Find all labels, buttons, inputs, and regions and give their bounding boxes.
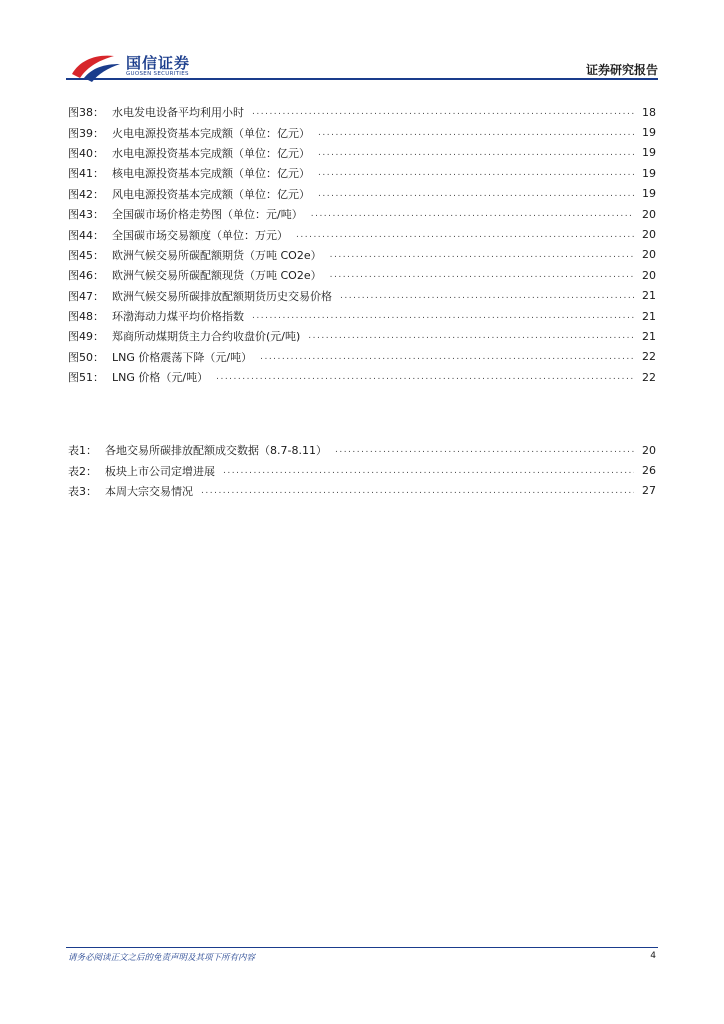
toc-entry-number: 图43： (68, 208, 104, 222)
toc-entry-page: 21 (642, 329, 656, 343)
toc-figure-entry[interactable] (68, 204, 656, 224)
toc-figure-entry[interactable] (68, 306, 656, 326)
toc-figure-entry[interactable] (68, 122, 656, 142)
toc-entry-title: 板块上市公司定增进展 (105, 464, 215, 478)
toc-entry-title: 全国碳市场交易额度（单位：万元） (112, 228, 288, 242)
toc-entry-page: 18 (642, 105, 656, 119)
toc-leader-dots (330, 250, 634, 260)
toc-entry-page: 27 (642, 484, 656, 498)
toc-entry-title: 水电电源投资基本完成额（单位：亿元） (112, 146, 310, 160)
toc-entry-title: 环渤海动力煤平均价格指数 (112, 310, 244, 324)
toc-figure-entry[interactable] (68, 224, 656, 244)
toc-entry-page: 22 (642, 350, 656, 364)
toc-leader-dots (216, 372, 634, 382)
toc-entry-title: 风电电源投资基本完成额（单位：亿元） (112, 187, 310, 201)
toc-entry-page: 19 (642, 126, 656, 140)
toc-figure-entry[interactable] (68, 347, 656, 367)
toc-leader-dots (318, 168, 634, 178)
toc-entry-page: 21 (642, 289, 656, 303)
toc-entry-title: 欧洲气候交易所碳配额现货（万吨 CO2e） (112, 269, 322, 283)
toc-entry-title: 欧洲气候交易所碳排放配额期货历史交易价格 (112, 289, 332, 303)
toc-entry-page: 22 (642, 370, 656, 384)
logo-text-cn: 国信证券 (126, 54, 191, 72)
toc-leader-dots (201, 486, 634, 496)
toc-entry-title: LNG 价格震荡下降（元/吨） (112, 350, 253, 364)
toc-figure-entry[interactable] (68, 184, 656, 204)
toc-entry-title: 核电电源投资基本完成额（单位：亿元） (112, 167, 310, 181)
toc-entry-page: 19 (642, 166, 656, 180)
toc-leader-dots (311, 209, 634, 219)
toc-entry-number: 图38： (68, 106, 104, 120)
toc-entry-page: 19 (642, 146, 656, 160)
toc-leader-dots (296, 230, 634, 240)
toc-figure-entry[interactable] (68, 326, 656, 346)
toc-figure-entry[interactable] (68, 245, 656, 265)
toc-table-entry[interactable] (68, 481, 656, 501)
toc-entry-page: 26 (642, 464, 656, 478)
toc-figure-entry[interactable] (68, 367, 656, 387)
toc-entry-page: 20 (642, 443, 656, 457)
toc-entry-number: 图39： (68, 126, 104, 140)
toc-leader-dots (318, 128, 634, 138)
toc-entry-page: 20 (642, 248, 656, 262)
table-list (68, 440, 656, 501)
toc-leader-dots (340, 291, 634, 301)
toc-entry-number: 表1： (68, 444, 97, 458)
toc-entry-title: 全国碳市场价格走势图（单位：元/吨） (112, 208, 303, 222)
toc-entry-number: 图50： (68, 350, 104, 364)
page-number: 4 (650, 951, 656, 961)
toc-entry-page: 19 (642, 187, 656, 201)
logo-text-en: GUOSEN SECURITIES (126, 71, 189, 77)
toc-table-entry[interactable] (68, 440, 656, 460)
toc-entry-title: 欧洲气候交易所碳配额期货（万吨 CO2e） (112, 248, 322, 262)
toc-leader-dots (318, 148, 634, 158)
toc-leader-dots (260, 352, 634, 362)
toc-leader-dots (223, 466, 634, 476)
toc-figure-entry[interactable] (68, 265, 656, 285)
toc-entry-page: 20 (642, 207, 656, 221)
toc-leader-dots (252, 311, 634, 321)
toc-leader-dots (252, 107, 634, 117)
toc-figure-entry[interactable] (68, 163, 656, 183)
toc-entry-number: 图51： (68, 371, 104, 385)
toc-leader-dots (318, 189, 634, 199)
header-divider (66, 78, 658, 80)
disclaimer-text: 请务必阅读正文之后的免责声明及其项下所有内容 (68, 953, 256, 963)
toc-figure-entry[interactable] (68, 143, 656, 163)
toc-entry-number: 表3： (68, 484, 97, 498)
toc-leader-dots (308, 331, 634, 341)
toc-table-entry[interactable] (68, 460, 656, 480)
toc-leader-dots (335, 445, 634, 455)
toc-leader-dots (330, 270, 634, 280)
toc-entry-number: 图40： (68, 146, 104, 160)
toc-entry-number: 图49： (68, 330, 104, 344)
toc-entry-title: 水电发电设备平均利用小时 (112, 106, 244, 120)
toc-entry-title: 本周大宗交易情况 (105, 484, 193, 498)
toc-entry-title: 郑商所动煤期货主力合约收盘价(元/吨) (112, 330, 301, 344)
toc-entry-page: 21 (642, 309, 656, 323)
toc-entry-number: 图41： (68, 167, 104, 181)
toc-entry-title: 火电电源投资基本完成额（单位：亿元） (112, 126, 310, 140)
toc-entry-title: LNG 价格（元/吨） (112, 371, 209, 385)
page-header (0, 0, 724, 84)
toc-entry-number: 图44： (68, 228, 104, 242)
toc-figure-entry[interactable] (68, 102, 656, 122)
toc-entry-number: 图45： (68, 248, 104, 262)
toc-entry-page: 20 (642, 228, 656, 242)
footer-divider (66, 947, 658, 948)
toc-entry-number: 图42： (68, 187, 104, 201)
toc-entry-page: 20 (642, 268, 656, 282)
toc-entry-number: 图48： (68, 310, 104, 324)
report-type-label: 证券研究报告 (585, 63, 658, 77)
toc-entry-title: 各地交易所碳排放配额成交数据（8.7-8.11） (105, 444, 327, 458)
toc-entry-number: 图46： (68, 269, 104, 283)
toc-entry-number: 表2： (68, 464, 97, 478)
figure-list (68, 102, 656, 387)
toc-figure-entry[interactable] (68, 286, 656, 306)
toc-entry-number: 图47： (68, 289, 104, 303)
